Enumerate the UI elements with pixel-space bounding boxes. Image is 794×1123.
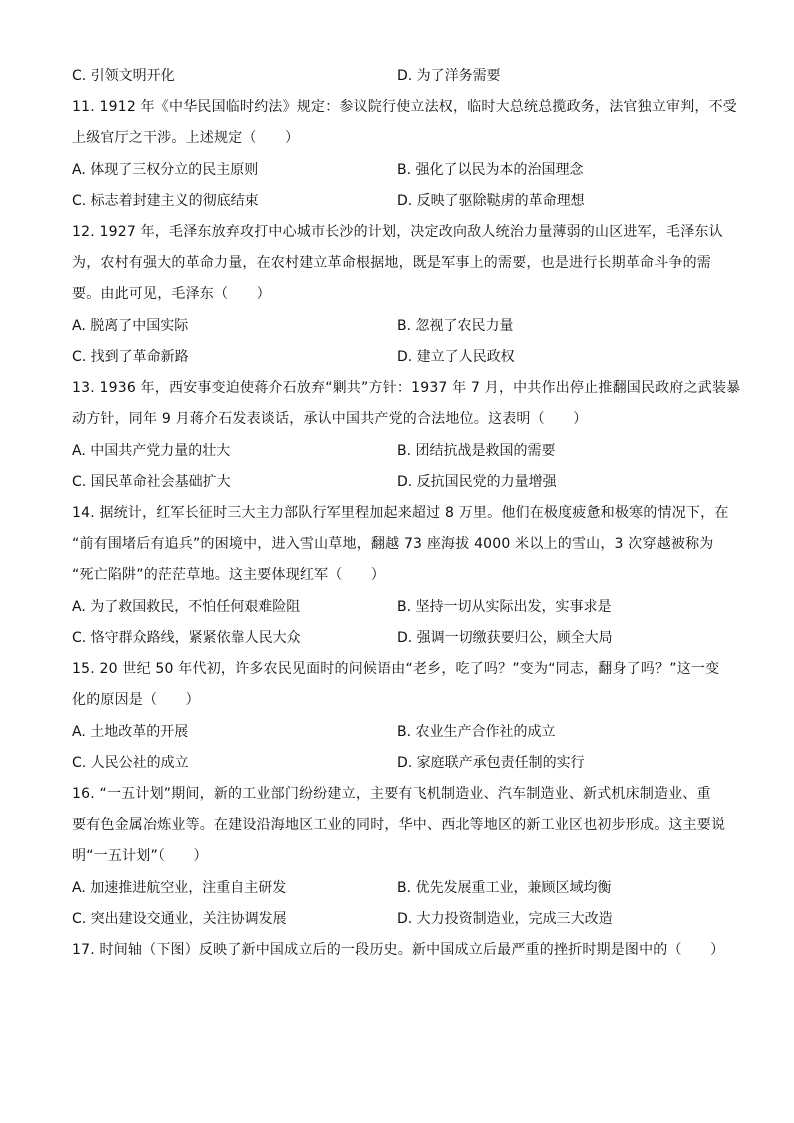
question-11-option-b: B. 强化了以民为本的治国理念: [397, 162, 584, 178]
question-16-option-b: B. 优先发展重工业，兼顾区域均衡: [397, 880, 612, 896]
question-11-line-2: 上级官厅之干涉。上述规定（ ）: [72, 130, 300, 146]
question-12-option-d: D. 建立了人民政权: [397, 349, 515, 365]
question-14-option-b: B. 坚持一切从实际出发，实事求是: [397, 599, 612, 615]
question-14-line-3: “死亡陷阱”的茫茫草地。这主要体现红军（ ）: [72, 567, 386, 583]
question-11-option-a: A. 体现了三权分立的民主原则: [72, 162, 259, 178]
question-13-option-a: A. 中国共产党力量的壮大: [72, 443, 231, 459]
question-15-option-d: D. 家庭联产承包责任制的实行: [397, 755, 585, 771]
question-14-option-d: D. 强调一切缴获要归公，顾全大局: [397, 630, 613, 646]
question-14-line-2: “前有围堵后有追兵”的困境中，进入雪山草地，翻越 73 座海拔 4000 米以上的雪山，3 次穿越被称为: [72, 536, 714, 552]
question-12-line-1: 12. 1927 年，毛泽东放弃攻打中心城市长沙的计划，决定改向敌人统治力量薄弱的山区进军，毛泽东认: [72, 224, 723, 240]
question-12-option-b: B. 忽视了农民力量: [397, 318, 514, 334]
question-16-option-d: D. 大力投资制造业，完成三大改造: [397, 911, 613, 927]
question-15-option-a: A. 土地改革的开展: [72, 724, 189, 740]
question-11-option-c: C. 标志着封建主义的彻底结束: [72, 193, 259, 209]
question-16-line-1: 16. “一五计划”期间，新的工业部门纷纷建立，主要有飞机制造业、汽车制造业、新式机床制造业、重: [72, 786, 711, 802]
question-15-line-2: 化的原因是（ ）: [72, 692, 200, 708]
question-13-line-1: 13. 1936 年，西安事变迫使蒋介石放弃“剿共”方针：1937 年 7 月，中共作出停止推翻国民政府之武装暴: [72, 380, 741, 396]
question-13-option-d: D. 反抗国民党的力量增强: [397, 474, 557, 490]
question-16-option-c: C. 突出建设交通业，关注协调发展: [72, 911, 287, 927]
question-14-option-a: A. 为了救国救民，不怕任何艰难险阻: [72, 599, 301, 615]
question-17-line-1: 17. 时间轴（下图）反映了新中国成立后的一段历史。新中国成立后最严重的挫折时期是图中的（ ）: [72, 942, 725, 958]
question-11-option-d: D. 反映了驱除鞑虏的革命理想: [397, 193, 585, 209]
question-12-line-3: 要。由此可见，毛泽东（ ）: [72, 286, 271, 302]
question-16-line-2: 要有色金属冶炼业等。在建设沿海地区工业的同时，华中、西北等地区的新工业区也初步形成。这主要说: [72, 817, 726, 833]
question-12-option-a: A. 脱离了中国实际: [72, 318, 189, 334]
question-13-line-2: 动方针，同年 9 月蒋介石发表谈话，承认中国共产党的合法地位。这表明（ ）: [72, 411, 588, 427]
option-d: D. 为了洋务需要: [397, 68, 501, 84]
question-12-option-c: C. 找到了革命新路: [72, 349, 189, 365]
question-12-line-2: 为，农村有强大的革命力量，在农村建立革命根据地，既是军事上的需要，也是进行长期革命斗争的需: [72, 255, 711, 271]
question-13-option-b: B. 团结抗战是救国的需要: [397, 443, 556, 459]
question-13-option-c: C. 国民革命社会基础扩大: [72, 474, 231, 490]
question-15-line-1: 15. 20 世纪 50 年代初，许多农民见面时的问候语由“老乡，吃了吗？”变为“同志，翻身了吗？”这一变: [72, 661, 720, 677]
question-16-option-a: A. 加速推进航空业，注重自主研发: [72, 880, 287, 896]
question-15-option-c: C. 人民公社的成立: [72, 755, 189, 771]
question-14-line-1: 14. 据统计，红军长征时三大主力部队行军里程加起来超过 8 万里。他们在极度疲惫和极寒的情况下，在: [72, 505, 729, 521]
question-16-line-3: 明“一五计划”（ ）: [72, 848, 208, 864]
option-c: C. 引领文明开化: [72, 68, 175, 84]
question-15-option-b: B. 农业生产合作社的成立: [397, 724, 556, 740]
question-11-line-1: 11. 1912 年《中华民国临时约法》规定：参议院行使立法权，临时大总统总揽政务，法官独立审判，不受: [72, 99, 737, 115]
question-14-option-c: C. 恪守群众路线，紧紧依靠人民大众: [72, 630, 301, 646]
